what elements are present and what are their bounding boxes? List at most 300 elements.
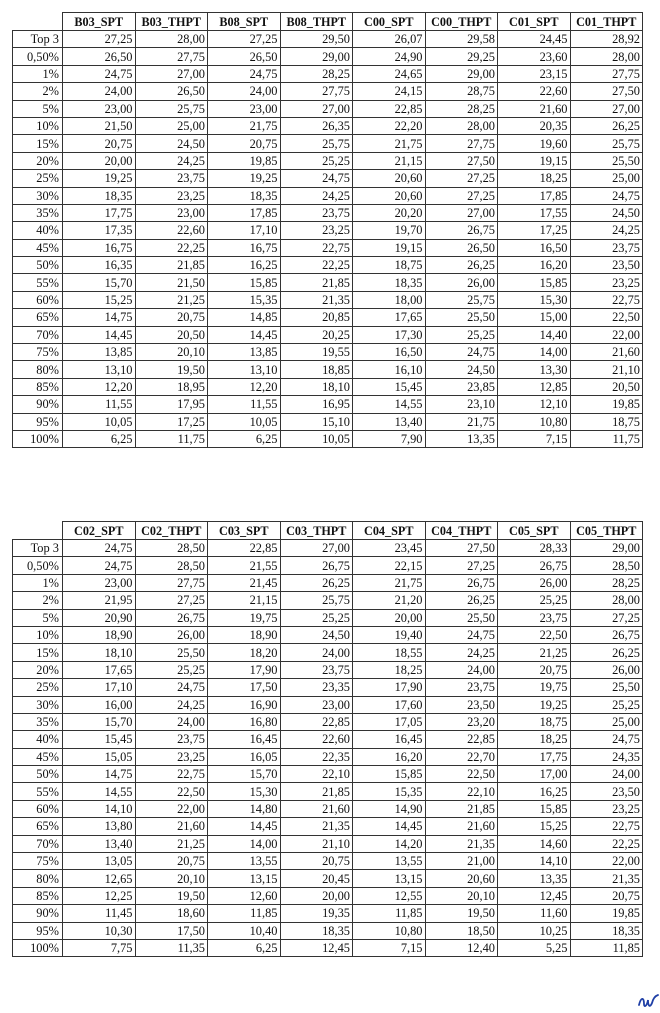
table-cell: 27,00 [280, 100, 353, 117]
table-cell: 21,60 [280, 800, 353, 817]
table-cell: 12,20 [208, 378, 281, 395]
table-cell: 14,40 [498, 326, 571, 343]
table-cell: 21,50 [63, 117, 136, 134]
row-label: 1% [13, 65, 63, 82]
row-label: 55% [13, 783, 63, 800]
table-cell: 20,25 [280, 326, 353, 343]
table-cell: 24,75 [425, 626, 498, 643]
row-label: 90% [13, 905, 63, 922]
table-cell: 18,50 [425, 922, 498, 939]
column-header: C05_THPT [570, 522, 643, 540]
table-cell: 18,35 [63, 187, 136, 204]
table-cell: 12,65 [63, 870, 136, 887]
table-cell: 5,25 [498, 939, 571, 956]
table-cell: 29,25 [425, 48, 498, 65]
table-cell: 24,00 [63, 83, 136, 100]
column-header: C03_SPT [208, 522, 281, 540]
table-cell: 11,75 [135, 430, 208, 447]
table-cell: 14,75 [63, 766, 136, 783]
table-cell: 24,50 [570, 204, 643, 221]
table-row [13, 135, 643, 152]
table-cell: 20,00 [63, 152, 136, 169]
table-cell: 16,90 [208, 696, 281, 713]
table-cell: 18,75 [353, 257, 426, 274]
table-cell: 23,75 [425, 679, 498, 696]
table-row [13, 239, 643, 256]
row-label: 45% [13, 239, 63, 256]
table-cell: 7,75 [63, 939, 136, 956]
row-label: 60% [13, 800, 63, 817]
table-cell: 20,20 [353, 204, 426, 221]
table-cell: 23,25 [570, 274, 643, 291]
table-row [13, 870, 643, 887]
table-cell: 25,75 [570, 135, 643, 152]
table-cell: 25,75 [280, 592, 353, 609]
table-cell: 22,75 [570, 291, 643, 308]
table-cell: 22,00 [570, 326, 643, 343]
table-cell: 18,35 [570, 922, 643, 939]
table-cell: 25,25 [498, 592, 571, 609]
table-cell: 26,25 [570, 117, 643, 134]
table-cell: 14,00 [208, 835, 281, 852]
table-cell: 28,25 [280, 65, 353, 82]
table-cell: 19,15 [353, 239, 426, 256]
column-header: C03_THPT [280, 522, 353, 540]
row-label: 80% [13, 361, 63, 378]
row-label: 50% [13, 257, 63, 274]
table-cell: 18,75 [498, 713, 571, 730]
table-row [13, 818, 643, 835]
table-cell: 18,95 [135, 378, 208, 395]
table-cell: 17,50 [135, 922, 208, 939]
table-cell: 13,15 [353, 870, 426, 887]
table-cell: 21,60 [425, 818, 498, 835]
table-cell: 21,50 [135, 274, 208, 291]
table-row [13, 574, 643, 591]
table-cell: 11,85 [353, 905, 426, 922]
table-cell: 20,35 [498, 117, 571, 134]
column-header: B03_SPT [63, 13, 136, 31]
row-label: 85% [13, 378, 63, 395]
table-cell: 29,00 [280, 48, 353, 65]
table-cell: 22,50 [425, 766, 498, 783]
table-cell: 13,35 [425, 430, 498, 447]
table-cell: 24,75 [425, 344, 498, 361]
table-cell: 27,75 [570, 65, 643, 82]
table-cell: 20,50 [135, 326, 208, 343]
table-cell: 20,75 [208, 135, 281, 152]
table-cell: 22,60 [135, 222, 208, 239]
table-cell: 24,50 [425, 361, 498, 378]
table-cell: 19,25 [208, 170, 281, 187]
row-label: 70% [13, 326, 63, 343]
table-cell: 23,50 [425, 696, 498, 713]
table-cell: 13,55 [208, 853, 281, 870]
table-cell: 19,40 [353, 626, 426, 643]
table-row [13, 939, 643, 956]
column-header: C05_SPT [498, 522, 571, 540]
table-cell: 12,55 [353, 887, 426, 904]
table-cell: 18,55 [353, 644, 426, 661]
table-cell: 18,60 [135, 905, 208, 922]
table-cell: 12,40 [425, 939, 498, 956]
table-row [13, 65, 643, 82]
table-cell: 18,90 [63, 626, 136, 643]
table-row [13, 661, 643, 678]
table-cell: 23,50 [570, 257, 643, 274]
table-cell: 22,10 [425, 783, 498, 800]
table-cell: 24,15 [353, 83, 426, 100]
table-row [13, 609, 643, 626]
table-cell: 25,00 [570, 713, 643, 730]
table-row [13, 626, 643, 643]
table-cell: 19,70 [353, 222, 426, 239]
table-cell: 22,70 [425, 748, 498, 765]
table-cell: 24,75 [63, 557, 136, 574]
table-cell: 10,30 [63, 922, 136, 939]
table-cell: 17,30 [353, 326, 426, 343]
row-label: 15% [13, 135, 63, 152]
table-cell: 6,25 [208, 939, 281, 956]
table-cell: 24,00 [425, 661, 498, 678]
table-cell: 21,35 [280, 818, 353, 835]
table-row [13, 83, 643, 100]
row-label: 30% [13, 696, 63, 713]
table-cell: 20,60 [353, 170, 426, 187]
table-cell: 17,10 [63, 679, 136, 696]
table-cell: 7,90 [353, 430, 426, 447]
column-header: C02_THPT [135, 522, 208, 540]
table-cell: 20,90 [63, 609, 136, 626]
table-cell: 24,75 [570, 187, 643, 204]
table-cell: 15,85 [208, 274, 281, 291]
column-header: C00_THPT [425, 13, 498, 31]
table-cell: 28,50 [570, 557, 643, 574]
table-row [13, 31, 643, 48]
table-cell: 22,50 [570, 309, 643, 326]
table-cell: 26,07 [353, 31, 426, 48]
table-cell: 20,60 [353, 187, 426, 204]
table-cell: 23,75 [280, 204, 353, 221]
table-cell: 27,00 [135, 65, 208, 82]
row-label: 25% [13, 679, 63, 696]
table-cell: 13,05 [63, 853, 136, 870]
table-row [13, 696, 643, 713]
table-cell: 19,35 [280, 905, 353, 922]
row-label: 10% [13, 626, 63, 643]
table-cell: 14,45 [63, 326, 136, 343]
table-row [13, 557, 643, 574]
table-cell: 15,70 [63, 274, 136, 291]
table-cell: 17,85 [208, 204, 281, 221]
table-cell: 15,00 [498, 309, 571, 326]
column-header: C01_SPT [498, 13, 571, 31]
table-cell: 19,50 [135, 361, 208, 378]
table-row [13, 853, 643, 870]
table-cell: 21,85 [135, 257, 208, 274]
row-label: 0,50% [13, 557, 63, 574]
row-label: 2% [13, 83, 63, 100]
table-cell: 21,10 [280, 835, 353, 852]
column-header: C01_THPT [570, 13, 643, 31]
column-header: B08_SPT [208, 13, 281, 31]
table-cell: 21,35 [425, 835, 498, 852]
row-label: 75% [13, 344, 63, 361]
column-header: B03_THPT [135, 13, 208, 31]
table-cell: 20,75 [135, 853, 208, 870]
table-cell: 18,25 [498, 170, 571, 187]
table-cell: 22,85 [280, 713, 353, 730]
table-cell: 15,70 [63, 713, 136, 730]
table-cell: 17,50 [208, 679, 281, 696]
table-cell: 20,00 [353, 609, 426, 626]
table-row [13, 361, 643, 378]
table-cell: 28,00 [425, 117, 498, 134]
table-cell: 16,00 [63, 696, 136, 713]
table-cell: 19,15 [498, 152, 571, 169]
column-header: C02_SPT [63, 522, 136, 540]
table-cell: 6,25 [208, 430, 281, 447]
row-label: 40% [13, 222, 63, 239]
table-row [13, 540, 643, 557]
table-body [13, 540, 643, 957]
table-cell: 21,60 [135, 818, 208, 835]
table-cell: 27,00 [570, 100, 643, 117]
row-label: 90% [13, 396, 63, 413]
table-row [13, 713, 643, 730]
table-cell: 27,25 [425, 557, 498, 574]
table-row [13, 309, 643, 326]
table-row [13, 800, 643, 817]
table-cell: 16,95 [280, 396, 353, 413]
table-cell: 12,45 [280, 939, 353, 956]
table-row [13, 748, 643, 765]
table-cell: 16,25 [208, 257, 281, 274]
table-cell: 28,00 [135, 31, 208, 48]
table-cell: 25,75 [280, 135, 353, 152]
table-cell: 13,85 [63, 344, 136, 361]
table-cell: 18,25 [353, 661, 426, 678]
table-cell: 21,60 [498, 100, 571, 117]
table-cell: 24,75 [135, 679, 208, 696]
table-cell: 22,50 [498, 626, 571, 643]
table-row [13, 835, 643, 852]
table-cell: 24,35 [570, 748, 643, 765]
table-cell: 19,60 [498, 135, 571, 152]
row-label: 35% [13, 713, 63, 730]
row-label: 2% [13, 592, 63, 609]
table-cell: 19,25 [63, 170, 136, 187]
table-row [13, 344, 643, 361]
table-cell: 28,50 [135, 540, 208, 557]
table-row [13, 430, 643, 447]
table-cell: 16,75 [208, 239, 281, 256]
table-cell: 25,25 [425, 326, 498, 343]
table-cell: 13,35 [498, 870, 571, 887]
table-cell: 23,75 [135, 731, 208, 748]
table-cell: 24,50 [135, 135, 208, 152]
table-cell: 15,45 [63, 731, 136, 748]
table-cell: 15,85 [498, 274, 571, 291]
table-cell: 16,20 [353, 748, 426, 765]
table-cell: 23,00 [208, 100, 281, 117]
table-cell: 14,85 [208, 309, 281, 326]
table-cell: 17,10 [208, 222, 281, 239]
column-header: C04_SPT [353, 522, 426, 540]
table-cell: 19,55 [280, 344, 353, 361]
table-cell: 18,25 [498, 731, 571, 748]
table-cell: 12,60 [208, 887, 281, 904]
row-label: 70% [13, 835, 63, 852]
table-cell: 25,50 [570, 679, 643, 696]
row-label: 35% [13, 204, 63, 221]
table-cell: 26,75 [135, 609, 208, 626]
row-label: 85% [13, 887, 63, 904]
table-cell: 26,25 [570, 644, 643, 661]
table-cell: 15,45 [353, 378, 426, 395]
table-cell: 22,15 [353, 557, 426, 574]
table-cell: 14,45 [208, 326, 281, 343]
table-cell: 22,25 [570, 835, 643, 852]
table-cell: 13,10 [208, 361, 281, 378]
table-cell: 21,00 [425, 853, 498, 870]
table-cell: 24,25 [135, 696, 208, 713]
table-cell: 17,65 [63, 661, 136, 678]
table-row [13, 378, 643, 395]
table-cell: 23,00 [63, 100, 136, 117]
table-cell: 17,95 [135, 396, 208, 413]
table-cell: 15,30 [498, 291, 571, 308]
table-cell: 22,60 [498, 83, 571, 100]
table-cell: 26,75 [425, 222, 498, 239]
table-cell: 23,75 [280, 661, 353, 678]
table-cell: 22,85 [425, 731, 498, 748]
table-cell: 20,10 [135, 344, 208, 361]
table-cell: 7,15 [353, 939, 426, 956]
table-cell: 24,25 [570, 222, 643, 239]
table-cell: 22,00 [135, 800, 208, 817]
table-cell: 26,25 [425, 257, 498, 274]
table-cell: 19,75 [208, 609, 281, 626]
table-cell: 25,50 [570, 152, 643, 169]
table-cell: 22,60 [280, 731, 353, 748]
table-cell: 14,75 [63, 309, 136, 326]
row-label: 10% [13, 117, 63, 134]
table-cell: 27,25 [135, 592, 208, 609]
table-cell: 23,50 [570, 783, 643, 800]
table-cell: 27,25 [63, 31, 136, 48]
table-cell: 16,45 [353, 731, 426, 748]
table-cell: 24,25 [280, 187, 353, 204]
table-cell: 14,45 [353, 818, 426, 835]
table-row [13, 48, 643, 65]
row-label: 50% [13, 766, 63, 783]
table-row [13, 100, 643, 117]
table-cell: 15,10 [280, 413, 353, 430]
table-cell: 17,65 [353, 309, 426, 326]
row-label: 1% [13, 574, 63, 591]
table-cell: 13,40 [353, 413, 426, 430]
table-cell: 22,20 [353, 117, 426, 134]
table-row [13, 783, 643, 800]
table-cell: 10,05 [280, 430, 353, 447]
table-row [13, 922, 643, 939]
table-cell: 27,25 [570, 609, 643, 626]
table-row [13, 679, 643, 696]
table-cell: 22,85 [353, 100, 426, 117]
table-cell: 17,60 [353, 696, 426, 713]
table-cell: 10,05 [63, 413, 136, 430]
table-cell: 26,00 [570, 661, 643, 678]
table-cell: 21,35 [280, 291, 353, 308]
table-cell: 27,50 [425, 540, 498, 557]
table-cell: 19,50 [425, 905, 498, 922]
table-cell: 25,50 [425, 609, 498, 626]
table-cell: 22,25 [280, 257, 353, 274]
row-label: 5% [13, 100, 63, 117]
table-cell: 14,20 [353, 835, 426, 852]
table-cell: 25,00 [570, 170, 643, 187]
table-cell: 15,05 [63, 748, 136, 765]
table-cell: 26,35 [280, 117, 353, 134]
table-cell: 14,55 [63, 783, 136, 800]
table-cell: 23,75 [135, 170, 208, 187]
table-cell: 24,00 [208, 83, 281, 100]
table-cell: 17,35 [63, 222, 136, 239]
table-cell: 26,50 [63, 48, 136, 65]
table-cell: 23,45 [353, 540, 426, 557]
table-cell: 25,75 [425, 291, 498, 308]
table-cell: 15,85 [498, 800, 571, 817]
row-label: 15% [13, 644, 63, 661]
table-row [13, 257, 643, 274]
table-row [13, 592, 643, 609]
table-cell: 27,25 [425, 170, 498, 187]
table-cell: 21,95 [63, 592, 136, 609]
table-cell: 26,50 [208, 48, 281, 65]
table-row [13, 326, 643, 343]
table-row [13, 291, 643, 308]
table-cell: 21,45 [208, 574, 281, 591]
table-cell: 21,75 [353, 135, 426, 152]
table-cell: 21,15 [208, 592, 281, 609]
column-header: C04_THPT [425, 522, 498, 540]
table-cell: 27,50 [425, 152, 498, 169]
table-row [13, 117, 643, 134]
table-cell: 24,75 [63, 540, 136, 557]
row-label: 20% [13, 152, 63, 169]
table-cell: 23,00 [135, 204, 208, 221]
table-cell: 11,85 [208, 905, 281, 922]
table-cell: 27,00 [425, 204, 498, 221]
table-cell: 13,30 [498, 361, 571, 378]
table-cell: 18,20 [208, 644, 281, 661]
table-row [13, 222, 643, 239]
table-cell: 26,00 [425, 274, 498, 291]
table-cell: 29,58 [425, 31, 498, 48]
table-cell: 16,10 [353, 361, 426, 378]
header-corner [13, 522, 63, 540]
table-header [13, 522, 643, 540]
table-cell: 12,25 [63, 887, 136, 904]
table-cell: 23,25 [280, 222, 353, 239]
table-cell: 21,60 [570, 344, 643, 361]
table-cell: 20,45 [280, 870, 353, 887]
row-label: 95% [13, 413, 63, 430]
table-cell: 17,00 [498, 766, 571, 783]
table-cell: 23,25 [135, 187, 208, 204]
table-cell: 25,75 [135, 100, 208, 117]
